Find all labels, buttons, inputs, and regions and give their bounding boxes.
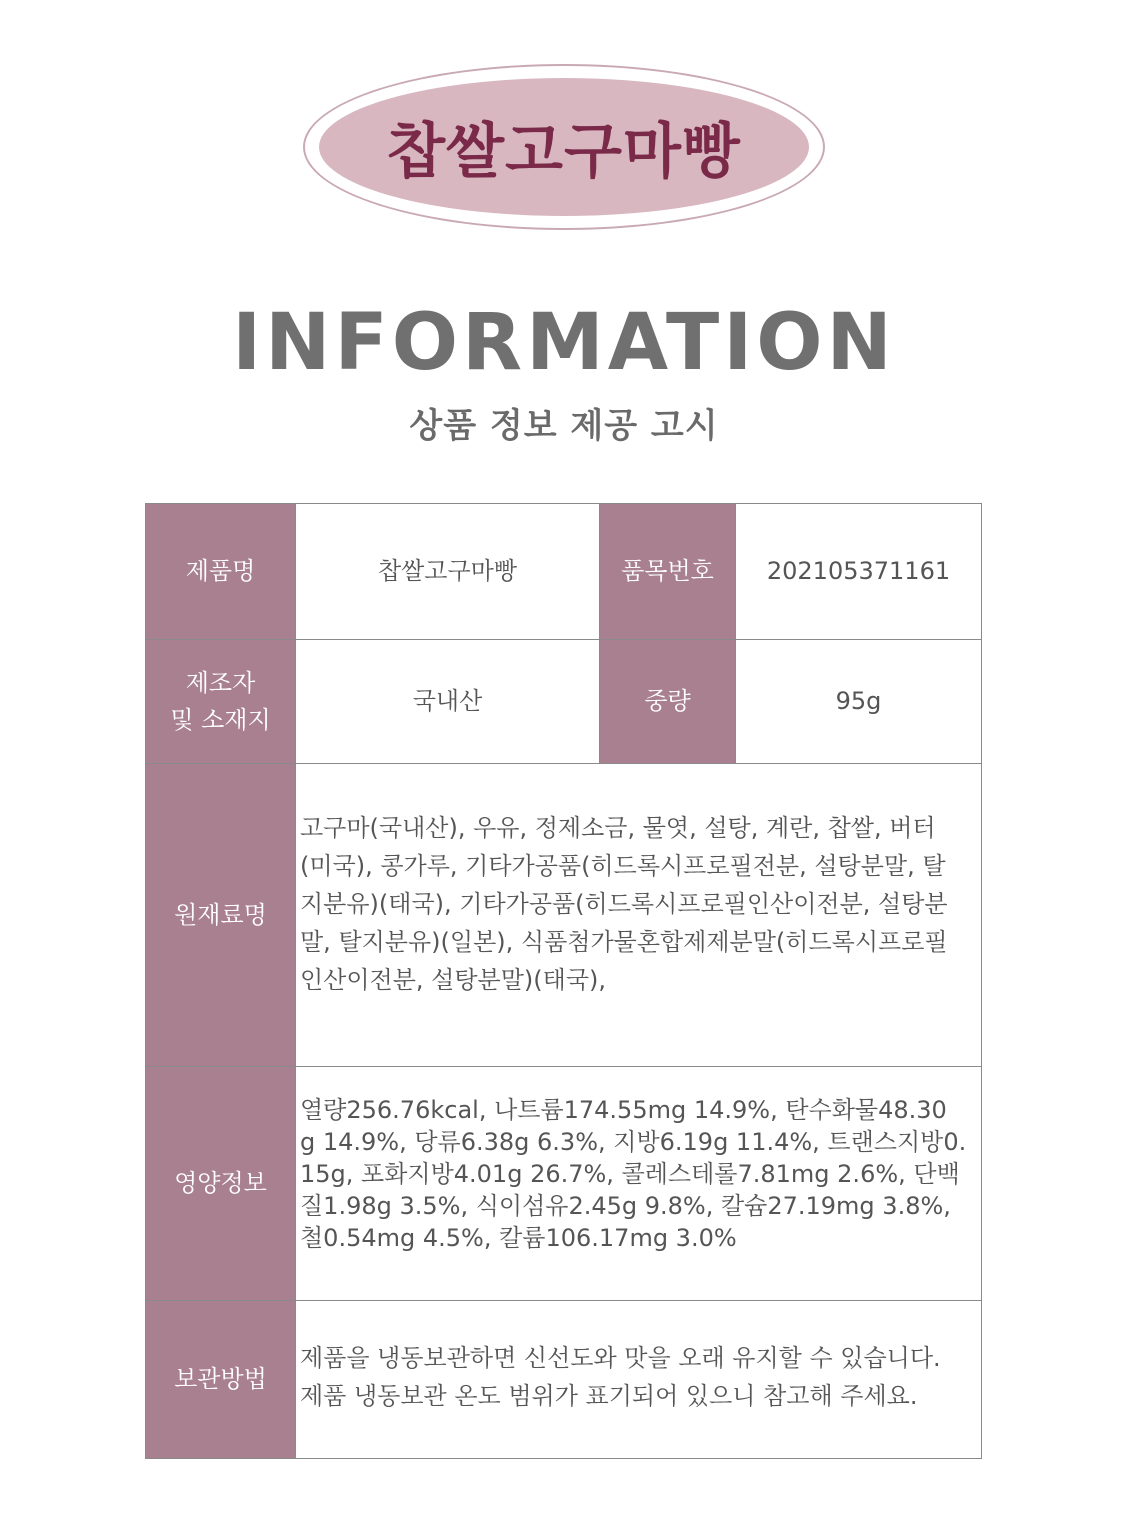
storage-label: 보관방법 <box>146 1301 296 1459</box>
ingredients-line: 인산이전분, 설탕분말)(태국), <box>300 966 606 994</box>
nutrition-line: 철0.54mg 4.5%, 칼륨106.17mg 3.0% <box>300 1223 737 1252</box>
table-row <box>146 640 982 764</box>
nutrition-text <box>300 1094 975 1254</box>
item-number-label: 품목번호 <box>600 504 736 640</box>
ingredients-text <box>300 809 975 999</box>
manufacturer-label-line: 제조자 <box>185 668 256 697</box>
nutrition-line: 15g, 포화지방4.01g 26.7%, 콜레스테롤7.81mg 2.6%, 단백 <box>300 1159 960 1188</box>
table-row <box>146 504 982 640</box>
nutrition-line: g 14.9%, 당류6.38g 6.3%, 지방6.19g 11.4%, 트랜스지방0. <box>300 1127 967 1156</box>
table-row <box>146 1301 982 1459</box>
item-number-value: 202105371161 <box>736 504 982 640</box>
manufacturer-label-line: 및 소재지 <box>170 705 271 734</box>
ingredients-line: 지분유)(태국), 기타가공품(히드록시프로필인산이전분, 설탕분 <box>300 890 948 918</box>
weight-label: 중량 <box>600 640 736 764</box>
table-row <box>146 1067 982 1301</box>
manufacturer-value: 국내산 <box>296 640 600 764</box>
ingredients-line: 말, 탈지분유)(일본), 식품첨가물혼합제제분말(히드록시프로필 <box>300 928 948 956</box>
product-name-label: 제품명 <box>146 504 296 640</box>
notice-subheading: 상품 정보 제공 고시 <box>409 406 719 446</box>
nutrition-line: 질1.98g 3.5%, 식이섬유2.45g 9.8%, 칼슘27.19mg 3.8%, <box>300 1191 951 1220</box>
ingredients-label: 원재료명 <box>146 764 296 1067</box>
storage-line: 제품을 냉동보관하면 신선도와 맛을 오래 유지할 수 있습니다. <box>300 1343 941 1372</box>
information-heading: INFORMATION <box>232 298 896 388</box>
storage-line: 제품 냉동보관 온도 범위가 표기되어 있으니 참고해 주세요. <box>300 1381 918 1410</box>
product-title: 찹쌀고구마빵 <box>387 117 741 187</box>
ingredients-value <box>296 764 982 1067</box>
storage-text <box>300 1339 975 1415</box>
nutrition-label: 영양정보 <box>146 1067 296 1301</box>
ingredients-line: 고구마(국내산), 우유, 정제소금, 물엿, 설탕, 계란, 찹쌀, 버터 <box>300 814 936 842</box>
product-info-table <box>145 503 982 1459</box>
nutrition-value <box>296 1067 982 1301</box>
weight-value: 95g <box>736 640 982 764</box>
nutrition-line: 열량256.76kcal, 나트륨174.55mg 14.9%, 탄수화물48.30 <box>300 1095 947 1124</box>
storage-value <box>296 1301 982 1459</box>
table-row <box>146 764 982 1067</box>
manufacturer-label <box>146 640 296 764</box>
title-pill <box>319 78 809 216</box>
ingredients-line: (미국), 콩가루, 기타가공품(히드록시프로필전분, 설탕분말, 탈 <box>300 852 946 880</box>
product-name-value: 찹쌀고구마빵 <box>296 504 600 640</box>
